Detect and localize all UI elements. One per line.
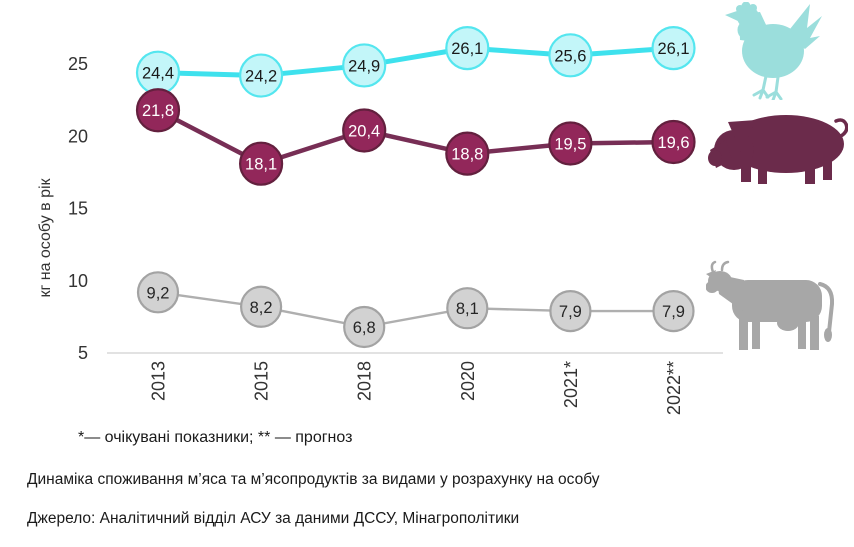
cow-silhouette xyxy=(706,262,832,350)
footnote: *— очікувані показники; ** — прогноз xyxy=(78,429,353,446)
pork-value-label: 19,6 xyxy=(657,134,690,153)
beef-value-label: 7,9 xyxy=(558,303,582,322)
poultry-value-label: 26,1 xyxy=(657,40,690,59)
pork-value-label: 19,5 xyxy=(554,135,587,154)
poultry-value-label: 24,2 xyxy=(245,67,278,86)
beef-line xyxy=(158,292,674,327)
y-tick-label: 10 xyxy=(67,270,88,291)
pig-icon xyxy=(708,108,848,186)
chart-caption: Динаміка споживання м’яса та м’ясопродуктів за видами у розрахунку на особу xyxy=(27,471,600,488)
beef-value-label: 8,2 xyxy=(249,298,273,317)
x-tick-label: 2013 xyxy=(148,361,169,402)
x-tick-label: 2018 xyxy=(354,361,375,402)
pork-line xyxy=(158,110,674,163)
beef-value-label: 6,8 xyxy=(352,318,376,337)
y-tick-label: 5 xyxy=(77,343,88,363)
y-tick-label: 15 xyxy=(67,198,88,219)
cow-icon xyxy=(706,260,848,352)
y-tick-label: 20 xyxy=(67,126,88,147)
x-tick-label: 2020 xyxy=(457,361,478,402)
chicken-silhouette xyxy=(725,2,822,100)
pork-value-label: 18,1 xyxy=(245,155,278,174)
chicken-icon xyxy=(720,2,822,100)
pork-value-label: 21,8 xyxy=(141,102,175,121)
poultry-line xyxy=(158,48,674,75)
beef-value-label: 7,9 xyxy=(662,303,685,322)
pork-value-label: 20,4 xyxy=(348,122,381,141)
x-tick-label: 2015 xyxy=(251,361,272,402)
poultry-value-label: 25,6 xyxy=(554,47,587,66)
pork-value-label: 18,8 xyxy=(451,145,484,164)
beef-value-label: 8,1 xyxy=(455,300,479,319)
y-tick-label: 25 xyxy=(67,54,88,74)
poultry-value-label: 24,9 xyxy=(348,57,381,76)
source-note: Джерело: Аналітичний відділ АСУ за даними ДССУ, Мінагрополітики xyxy=(27,510,520,527)
poultry-value-label: 26,1 xyxy=(451,40,484,59)
beef-value-label: 9,2 xyxy=(146,284,170,303)
poultry-value-label: 24,4 xyxy=(141,64,175,83)
x-tick-label: 2022** xyxy=(664,361,684,416)
pig-silhouette xyxy=(708,115,847,184)
y-axis-title: кг на особу в рік xyxy=(37,178,54,298)
x-tick-label: 2021* xyxy=(560,361,581,409)
